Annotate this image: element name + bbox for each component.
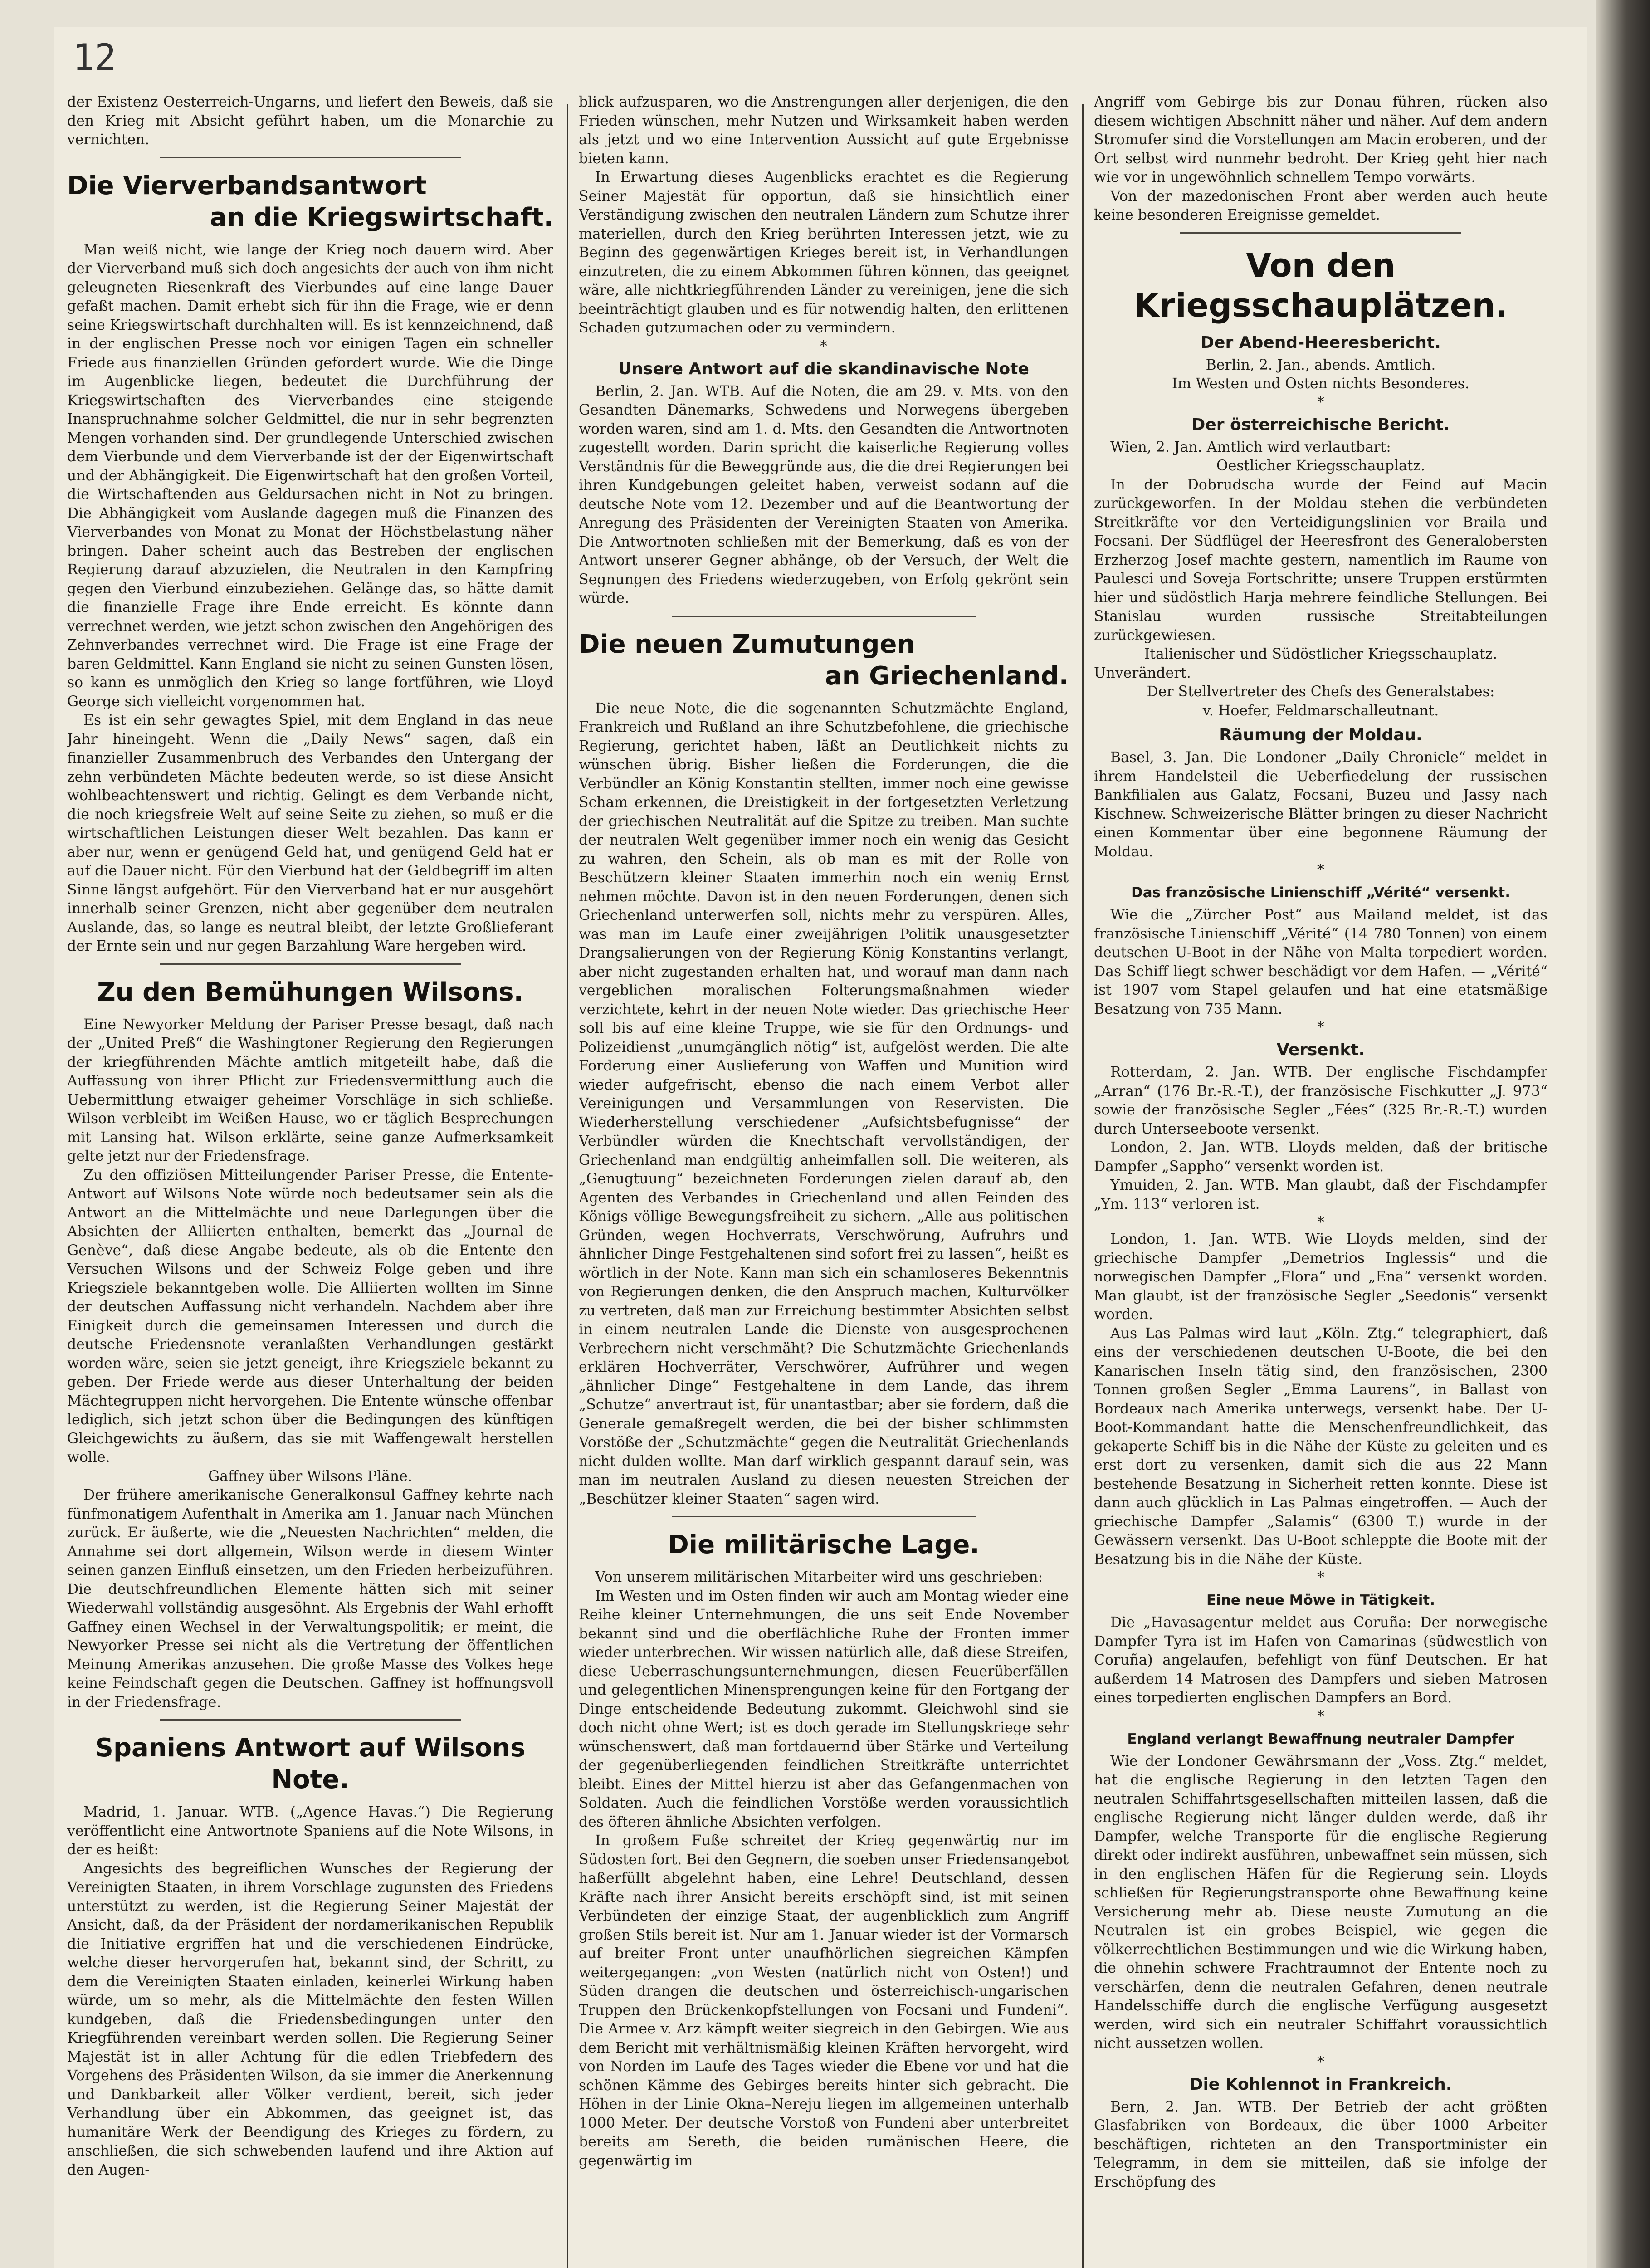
article-paragraph: Wie die „Zürcher Post“ aus Mailand meldet, ist das französische Linienschiff „Vérité“ (14 780 Tonnen) von einem deutschen U-Boot in der Nähe von Malta torpediert worden. Das Schiff liegt schwer beschädigt vor dem Hafen. — „Vérité“ ist 1907 vom Stapel gelaufen und hat eine etatsmäßige Besatzung von 735 Mann. bbox=[1094, 907, 1547, 1017]
report-text: Unverändert. bbox=[1094, 665, 1191, 681]
dateline: Berlin, 2. Jan., abends. Amtlich. bbox=[1206, 357, 1436, 373]
headline-vierverbandsantwort: Die Vierverbandsantwort an die Kriegswirtschaft. bbox=[67, 171, 553, 232]
col2-intro: blick aufzusparen, wo die Anstrengungen aller derjenigen, die den Frieden wünschen, mehr Nutzen und Wirksamkeit haben werden als jetzt und wo eine Intervention Aussicht auf gute Ergebnisse bieten kann. bbox=[579, 94, 1069, 167]
separator bbox=[672, 616, 976, 617]
separator-star: * bbox=[1317, 393, 1324, 411]
article-paragraph: Berlin, 2. Jan. WTB. Auf die Noten, die am 29. v. Mts. von den Gesandten Dänemarks, Schwedens und Norwegens übergeben worden waren, sind am 1. d. Mts. den Gesandten die Antwortnoten zugestellt worden. Darin spricht die kaiserliche Regierung volles Verständnis für die Beweggründe aus, die die drei Regierungen bei ihren Kundgebungen geleitet haben, verweist sodann auf die deutsche Note vom 12. Dezember und auf die Beantwortung der Anregung des Präsidenten der Vereinigten Staaten von Amerika. Die Antwortnoten schließen mit der Bemerkung, daß es von der Antwort unserer Gegner abhänge, ob der Versuch, der Welt die Segnungen des Friedens wiederzugeben, von Erfolg gekrönt sein würde. bbox=[579, 383, 1069, 606]
separator bbox=[160, 963, 461, 965]
article-paragraph: Es ist ein sehr gewagtes Spiel, mit dem England in das neue Jahr hineingeht. Wenn die „Daily News“ sagen, daß ein finanzieller Zusammenbruch des Verbandes den Untergang der zehn verbündeten Mächte bedeuten werde, so ist diese Ansicht wohlbeachtenswert und richtig. Gelingt es dem Verbande nicht, die noch kriegsfreie Welt auf seine Seite zu ziehen, so muß er die wirtschaftlichen Leistungen dieser Welt bezahlen. Das kann er aber nur, wenn er genügend Geld hat, und genügend Geld hat er auf die Dauer nicht. Für den Vierbund hat der Geldbegriff im alten Sinne längst aufgehört. Für den Vierverband hat er nur ausgehört innerhalb seiner Grenzen, nicht aber gegenüber dem neutralen Auslande, das, so lange es neutral bleibt, der letzte Großlieferant der Ernte sein und nur gegen Barzahlung Ware hergeben wird. bbox=[67, 712, 553, 954]
column-3 bbox=[1094, 93, 1547, 2268]
theatre-heading: Oestlicher Kriegsschauplatz. bbox=[1216, 458, 1425, 474]
headline-kriegsschauplaetze: Von den Kriegsschauplätzen. bbox=[1133, 246, 1508, 324]
article-paragraph: Im Westen und im Osten finden wir auch am Montag wieder eine Reihe kleiner Unternehmungen, die uns seit Ende November bekannt sind und die oberflächliche Ruhe der Fronten immer wieder unterbrechen. Wir wissen natürlich alle, daß diese Streifen, diese Ueberraschungsunternehmungen, diesen Feuerüberfällen und gelegentlichen Minensprengungen keine für den Fortgang der Dinge entscheidende Bedeutung zukommt. Gleichwohl sind sie doch nicht ohne Wert; ist es doch gerade im Stellungskriege sehr wünschenswert, daß man fortdauernd über Stärke und Verteilung der gegenüberliegenden feindlichen Streitkräfte unterrichtet bleibt. Eines der Mittel hierzu ist aber das Gefangenmachen von Soldaten. Auch die feindlichen Vorstöße werden voraussichtlich des öfteren ähnliche Absichten verfolgen. bbox=[579, 1588, 1069, 1830]
separator bbox=[160, 1719, 461, 1721]
subheading-gaffney: Gaffney über Wilsons Pläne. bbox=[208, 1468, 412, 1485]
article-paragraph: Rotterdam, 2. Jan. WTB. Der englische Fischdampfer „Arran“ (176 Br.-R.-T.), der französische Fischkutter „J. 973“ sowie der französische Segler „Fées“ (325 Br.-R.-T.) wurden durch Unterseeboote versenkt. bbox=[1094, 1064, 1547, 1137]
article-paragraph: Angesichts des begreiflichen Wunsches der Regierung der Vereinigten Staaten, in ihrem Vorschlage zugunsten des Friedens unterstützt zu werden, ist die Regierung Seiner Majestät der Ansicht, daß, da der Präsident der nordamerikanischen Republik die Initiative ergriffen hat und die verschiedenen Eindrücke, welche dieser hervorgerufen hat, bekannt sind, der Schritt, zu dem die Vereinigten Staaten einladen, keinerlei Wirkung haben würde, um so mehr, als die Mittelmächte den festen Willen kundgeben, daß die Friedensbedingungen unter den Kriegführenden vereinbart werden sollen. Die Regierung Seiner Majestät ist in aller Achtung für die edlen Triebfedern des Vorgehens des Präsidenten Wilson, da sie immer die Anerkennung und Dankbarkeit aller Völker verdient, bereit, sich jeder Verhandlung über ein Abkommen, das geeignet ist, das humanitäre Werk der Beendigung des Krieges zu fördern, zu anschließen, die sich schwebenden laufend und ihre Aktion auf den Augen- bbox=[67, 1860, 553, 2178]
separator bbox=[672, 1516, 976, 1517]
article-paragraph: Madrid, 1. Januar. WTB. („Agence Havas.“) Die Regierung veröffentlicht eine Antwortnote Spaniens auf die Note Wilsons, in der es heißt: bbox=[67, 1804, 553, 1858]
headline-neue-moewe: Eine neue Möwe in Tätigkeit. bbox=[1206, 1592, 1435, 1608]
article-paragraph: In Erwartung dieses Augenblicks erachtet es die Regierung Seiner Majestät für opportun, daß sie hinsichtlich einer Verständigung zwischen den neutralen Ländern zum Schutze ihrer materiellen, durch den Krieg berührten Interessen jetzt, wie zu Beginn des gegenwärtigen Krieges bereit ist, in Verhandlungen einzutreten, die zu einem Abkommen führen können, das geeignet wäre, alle nichtkriegführenden Länder zu vereinigen, jene die sich beeinträchtigt glauben und es für notwendig halten, den erlittenen Schaden gutzumachen oder zu vermindern. bbox=[579, 169, 1069, 336]
scan-edge bbox=[1596, 0, 1650, 2268]
separator-star: * bbox=[1317, 861, 1324, 878]
article-paragraph: Basel, 3. Jan. Die Londoner „Daily Chronicle“ meldet in ihrem Handelsteil die Ueberfiedelung der russischen Bankfilialen aus Galatz, Focsani, Buzeu und Jassy nach Kischnew. Schweizerische Blätter bringen zu dieser Nachricht einen Kommentar über eine begonnene Räumung der Moldau. bbox=[1094, 749, 1547, 860]
article-paragraph: In großem Fuße schreitet der Krieg gegenwärtig nur im Südosten fort. Bei den Gegnern, die soeben unser Friedensangebot haßerfüllt abgelehnt haben, eine Lehre! Deutschland, dessen Kräfte nach ihrer Ansicht bereits erschöpft sind, ist mit seinen Verbündeten der einzige Staat, der augenblicklich zum Angriff großen Stils bereit ist. Nur am 1. Januar wieder ist der Vormarsch auf breiter Front unter unaufhörlichen siegreichen Kämpfen weitergegangen: „von Westen (natürlich nicht von Osten!) und Süden drangen die deutschen und österreichisch-ungarischen Truppen den Brückenkopfstellungen von Focsani und Fundeni“. Die Armee v. Arz kämpft weiter siegreich in den Gebirgen. Wie aus dem Bericht mit verhältnismäßig kleinen Kräften hervorgeht, wird von Norden im Laufe des Tages wieder die Ebene vor und hat die schönen Kämme des Gebirges bereits hinter sich gebracht. Die Höhen in der Linie Okna–Nereju liegen im allgemeinen unterhalb 1000 Meter. Der deutsche Vorstoß von Fundeni aber unterbreitet bereits am Sereth, die beiden rumänischen Heere, die gegenwärtig im bbox=[579, 1833, 1069, 2169]
separator-star: * bbox=[1317, 2053, 1324, 2070]
separator-star: * bbox=[1317, 1707, 1324, 1725]
separator-star: * bbox=[1317, 1213, 1324, 1231]
separator bbox=[1180, 232, 1461, 234]
headline-skandinavische-note: Unsere Antwort auf die skandinavische Note bbox=[618, 359, 1029, 378]
col3-intro: Angriff vom Gebirge bis zur Donau führen, rücken also diesem wichtigen Abschnitt näher und näher. Auf dem andern Stromufer sind die Vorstellungen am Macin eroberen, und der Ort selbst wird nunmehr bedroht. Der Krieg geht hier nach wie vor in ungewöhnlich schnellem Tempo vorwärts. bbox=[1094, 94, 1547, 186]
column-rule-1 bbox=[567, 104, 568, 2268]
headline-kohlennot: Die Kohlennot in Frankreich. bbox=[1189, 2075, 1452, 2094]
article-lead: Von unserem militärischen Mitarbeiter wird uns geschrieben: bbox=[595, 1569, 1043, 1585]
separator-star: * bbox=[1317, 1569, 1324, 1586]
article-paragraph: London, 2. Jan. WTB. Lloyds melden, daß der britische Dampfer „Sappho“ versenkt worden ist. bbox=[1094, 1139, 1547, 1175]
article-paragraph: Man weiß nicht, wie lange der Krieg noch dauern wird. Aber der Vierverband muß sich doch angesichts der auch von ihm nicht geleugneten Riesenkraft des Vierbundes auf eine lange Dauer gefaßt machen. Damit erhebt sich für ihn die Frage, wie er denn seine Kriegswirtschaft durchhalten will. Es ist kennzeichnend, daß in der englischen Presse noch vor einigen Tagen ein schneller Friede aus finanziellen Gründen gefordert wurde. Wie die Dinge im Augenblicke liegen, bedeutet die Durchführung der Kriegswirtschaften des Vierverbandes eine steigende Inanspruchnahme solcher Geldmittel, die nur in sehr begrenzten Mengen vorhanden sind. Der grundlegende Unterschied zwischen dem Vierbunde und dem Vierverbande ist der der Eigenwirtschaft und der Abhängigkeit. Die Eigenwirtschaft hat den großen Vorteil, die Wirtschaftenden aus Geldursachen nicht in Not zu bringen. Die Abhängigkeit vom Auslande dagegen muß die Finanzen des Vierverbandes von Monat zu Monat der Höchstbelastung näher bringen. Daher scheint auch das Bestreben der englischen Regierung darauf abzuzielen, die Neutralen in den Kampfring gegen den Vierbund einzubeziehen. Gelänge das, so hätte damit die finanzielle Frage ihre Ende erreicht. Es könnte dann verrechnet werden, wie jetzt schon zwischen den Angehörigen des Zehnverbandes verrechnet wird. Die Frage ist eine Frage der baren Geldmittel. Kann England sie nicht zu seinen Gunsten lösen, so kann es unmöglich den Krieg so lange fortführen, wie Lloyd George sich vielleicht vorgenommen hat. bbox=[67, 241, 553, 710]
column-rule-2 bbox=[1082, 104, 1084, 2268]
headline-bewaffnung: England verlangt Bewaffnung neutraler Dampfer bbox=[1127, 1730, 1514, 1747]
headline-versenkt: Versenkt. bbox=[1276, 1041, 1365, 1059]
article-paragraph: Eine Newyorker Meldung der Pariser Presse besagt, daß nach der „United Preß“ die Washingtoner Regierung den Regierungen der kriegführenden Mächte amtlich mitgeteilt habe, daß die Auffassung von ihrer Pflicht zur Friedensvermittlung auch die Uebermittlung etwaiger geheimer Vorschläge in sich schließe. Wilson verbleibt im Weißen Hause, wo er täglich Besprechungen mit Lansing hat. Wilson erklärte, seine ganze Aufmerksamkeit gelte jetzt nur der Friedensfrage. bbox=[67, 1016, 553, 1164]
article-paragraph: Der frühere amerikanische Generalkonsul Gaffney kehrte nach fünfmonatigem Aufenthalt in Amerika am 1. Januar nach München zurück. Er äußerte, wie die „Neuesten Nachrichten“ melden, die Annahme sei dort allgemein, Wilson werde in diesem Winter seinen ganzen Einfluß einsetzen, um den Frieden herbeizuführen. Die deutschfreundlichen Elemente hätten sich mit seiner Wiederwahl vollständig ausgesöhnt. Als Ergebnis der Wahl erhofft Gaffney einen Wechsel in der Verwaltungspolitik; er meint, die Newyorker Presse sei nicht als die Vertretung der öffentlichen Meinung Amerikas anzusehen. Die große Masse des Volkes hege keine Feindschaft gegen die Deutschen. Gaffney ist hoffnungsvoll in der Friedensfrage. bbox=[67, 1487, 553, 1711]
article-paragraph: Wie der Londoner Gewährsmann der „Voss. Ztg.“ meldet, hat die englische Regierung in den letzten Tagen den neutralen Schiffahrtsgesellschaften mitteilen lassen, daß die englische Regierung nicht länger dulden werde, daß ihr Dampfer, welche Transporte für die englische Regierung direkt oder indirekt ausführen, unbewaffnet sein müssen, sich in den englischen Häfen für die Regierung sein. Lloyds schließen für Regierungstransporte ohne Bewaffnung keine Versicherung mehr ab. Diese neuste Zumutung an die Neutralen ist ein grobes Beispiel, wie gegen die völkerrechtlichen Bestimmungen und wie die Wirkung haben, die ohnehin schwere Frachtraumnot der Entente noch zu verschärfen, denn die neutralen Gefahren, denen neutrale Handelsschiffe durch die englische Verfügung ausgesetzt werden, wird sich ein neutraler Schiffahrt voraussichtlich nicht aussetzen wollen. bbox=[1094, 1753, 1547, 2052]
signature-name: v. Hoefer, Feldmarschalleutnant. bbox=[1202, 702, 1439, 719]
headline-militaerische-lage: Die militärische Lage. bbox=[668, 1530, 980, 1559]
headline-oesterreichischer-bericht: Der österreichische Bericht. bbox=[1191, 415, 1450, 434]
article-paragraph: Aus Las Palmas wird laut „Köln. Ztg.“ telegraphiert, daß eins der verschiedenen deutschen U-Boote, die bei den Kanarischen Inseln tätig sind, den französischen, 2300 Tonnen großen Segler „Emma Laurens“, in Ballast von Bordeaux nach Amerika unterwegs, versenkt habe. Der U-Boot-Kommandant hatte die Menschenfreundlichkeit, das gekaperte Schiff bis in die Nähe der Küste zu geleiten und es erst dort zu versenken, damit sich die aus 22 Mann bestehende Besatzung in Sicherheit retten konnte. Diese ist dann auch glücklich in Las Palmas eingetroffen. — Auch der griechische Dampfer „Salamis“ (6300 T.) wurde in der Gewässern versenkt. Das U-Boot schleppte die Boote mit der Besatzung bis in die Nähe der Küste. bbox=[1094, 1325, 1547, 1568]
col1-intro: der Existenz Oesterreich-Ungarns, und liefert den Beweis, daß sie den Krieg mit Absicht geführt haben, um die Monarchie zu vernichten. bbox=[67, 94, 553, 148]
dateline: Wien, 2. Jan. Amtlich wird verlautbart: bbox=[1110, 439, 1391, 455]
headline-wilson: Zu den Bemühungen Wilsons. bbox=[97, 977, 523, 1007]
article-paragraph: Zu den offiziösen Mitteilungender Pariser Presse, die Entente-Antwort auf Wilsons Note würde noch bedeutsamer sein als die Antwort an die Mittelmächte und neue Darlegungen über die Absichten der Alliierten enthalten, bemerkt das „Journal de Genève“, daß diese Angabe bedeute, als ob die Entente den Versuchen Wilsons und der Schweiz Folge geben und ihre Kriegsziele bekanntgeben wolle. Die Alliierten wollten im Sinne der deutschen Auffassung nicht verhandeln. Nachdem aber ihre Einigkeit durch die gemeinsamen Interessen und durch die deutsche Friedensnote veranlaßten Verhandlungen gestärkt worden wäre, seien sie jetzt geneigt, ihre Kriegsziele bekannt zu geben. Der Friede werde aus dieser Unterhaltung der beiden Mächtegruppen nicht hervorgehen. Die Entente wünsche offenbar lediglich, sich jetzt schon über die Bedingungen des künftigen Gleichgewichts zu äußern, das sie mit Waffengewalt herstellen wolle. bbox=[67, 1167, 553, 1466]
headline-verite: Das französische Linienschiff „Vérité“ versenkt. bbox=[1131, 885, 1511, 901]
headline-spanien: Spaniens Antwort auf Wilsons Note. bbox=[95, 1733, 526, 1794]
article-paragraph: Die „Havasagentur meldet aus Coruña: Der norwegische Dampfer Tyra ist im Hafen von Camarinas (südwestlich von Coruña) angelaufen, befehligt von fünf Deutschen. Er hat außerdem 14 Matrosen des Dampfers und sieben Matrosen eines torpedierten englischen Dampfers an Bord. bbox=[1094, 1614, 1547, 1706]
separator bbox=[160, 157, 461, 158]
article-paragraph: In der Dobrudscha wurde der Feind auf Macin zurückgeworfen. In der Moldau stehen die verbündeten Streitkräfte vor den Verteidigungslinien vor Braila und Focsani. Der Südflügel der Heeresfront des Generalobersten Erzherzog Josef machte gestern, namentlich im Raume von Paulesci und Soveja Fortschritte; unsere Truppen erstürmten hier und südöstlich Harja mehrere feindliche Stellungen. Bei Stanislau wurden russische Streitabteilungen zurückgewiesen. bbox=[1094, 476, 1547, 644]
separator-star: * bbox=[820, 337, 827, 355]
column-2 bbox=[579, 93, 1069, 2268]
headline-raeumung-moldau: Räumung der Moldau. bbox=[1219, 726, 1422, 744]
column-1 bbox=[67, 93, 553, 2268]
article-paragraph: Bern, 2. Jan. WTB. Der Betrieb der acht größten Glasfabriken von Bordeaux, die über 1000 Arbeiter beschäftigen, richteten an den Transportminister ein Telegramm, in dem sie mitteilen, daß sie infolge der Erschöpfung des bbox=[1094, 2098, 1547, 2190]
report-text: Im Westen und Osten nichts Besonderes. bbox=[1172, 376, 1469, 392]
headline-griechenland: Die neuen Zumutungen an Griechenland. bbox=[579, 629, 1069, 691]
signature-line: Der Stellvertreter des Chefs des Generalstabes: bbox=[1147, 684, 1495, 700]
article-paragraph: Die neue Note, die die sogenannten Schutzmächte England, Frankreich und Rußland an ihre Schutzbefohlene, die griechische Regierung, gerichtet haben, läßt an Deutlichkeit nichts zu wünschen übrig. Bisher ließen die Forderungen, die die Verbündler an König Konstantin stellten, immer noch eine gewisse Scham erkennen, die Dreistigkeit in der fortgesetzten Verletzung der griechischen Neutralität auf die Spitze zu treiben. Man suchte der neutralen Welt gegenüber immer noch ein wenig das Gesicht zu wahren, den Schein, als ob man es mit der Rolle von Beschützern kleiner Staaten immerhin noch ein wenig Ernst nehmen möchte. Davon ist in den neuen Forderungen, denen sich Griechenland unterwerfen soll, nichts mehr zu verspüren. Alles, was man im Laufe einer zweijährigen Politik unausgesetzter Drangsalierungen von der Regierung König Konstantins verlangt, aber nicht zugestanden erhalten hat, und worauf man dann nach vergeblichen moralischen Folterungsmaßnahmen wieder verzichtete, kehrt in der neuen Note wieder. Das griechische Heer soll bis auf eine kleine Truppe, wie sie für den Ordnungs- und Polizeidienst „unumgänglich nötig“ ist, aufgelöst werden. Die alte Forderung einer Auslieferung von Waffen und Munition wird wieder aufgefrischt, ebenso die nach einem Verbot aller Vereinigungen und Versammlungen von Reservisten. Die Wiederherstellung verschiedener „Aufsichtsbefugnisse“ der Verbündler würden die Knechtschaft vervollständigen, der Griechenland man endgültig anheimfallen soll. Die weiteren, als „Genugtuung“ bezeichneten Forderungen zielen darauf ab, den Agenten des Verbandes in Griechenland und allen Feinden des Königs völlige Bewegungsfreiheit zu sichern. „Alle aus politischen Gründen, wegen Hochverrats, Verschwörung, Aufruhrs und ähnlicher Dinge Festgehaltenen sind sofort frei zu lassen“, heißt es wörtlich in der Note. Kann man sich ein schamloseres Bekenntnis von Regierungen denken, die den Anspruch machen, Kulturvölker zu vertreten, daß man zur Erreichung bestimmter Absichten selbst in einem neutralen Lande die Dienste von ausgesprochenen Verbrechern nicht verschmäht? Die Schutzmächte Griechenlands erklären Hochverräter, Verschwörer, Aufrührer und wegen „ähnlicher Dinge“ Festgehaltene in dem Lande, das ihrem „Schutze“ anvertraut ist, für unantastbar; aber sie fordern, daß die Generale gemaßregelt werden, die bei der bisher schlimmsten Vorstöße der „Schutzmächte“ gegen die Neutralität Griechenlands nicht dulden wollte. Man darf wirklich gespannt darauf sein, was man im neutralen Ausland zu diesen neuesten Streichen der „Beschützer kleiner Staaten“ sagen wird. bbox=[579, 700, 1069, 1507]
headline-abend-heeresbericht: Der Abend-Heeresbericht. bbox=[1201, 333, 1441, 352]
article-paragraph: London, 1. Jan. WTB. Wie Lloyds melden, sind der griechische Dampfer „Demetrios Inglessis“ und die norwegischen Dampfer „Flora“ und „Ena“ versenkt worden. Man glaubt, ist der französische Segler „Seedonis“ versenkt worden. bbox=[1094, 1231, 1547, 1323]
theatre-heading: Italienischer und Südöstlicher Kriegsschauplatz. bbox=[1144, 646, 1498, 662]
separator-star: * bbox=[1317, 1018, 1324, 1036]
article-paragraph: Von der mazedonischen Front aber werden auch heute keine besonderen Ereignisse gemeldet. bbox=[1094, 188, 1547, 223]
page-number: 12 bbox=[73, 36, 117, 78]
article-paragraph: Ymuiden, 2. Jan. WTB. Man glaubt, daß der Fischdampfer „Ym. 113“ verloren ist. bbox=[1094, 1177, 1547, 1212]
